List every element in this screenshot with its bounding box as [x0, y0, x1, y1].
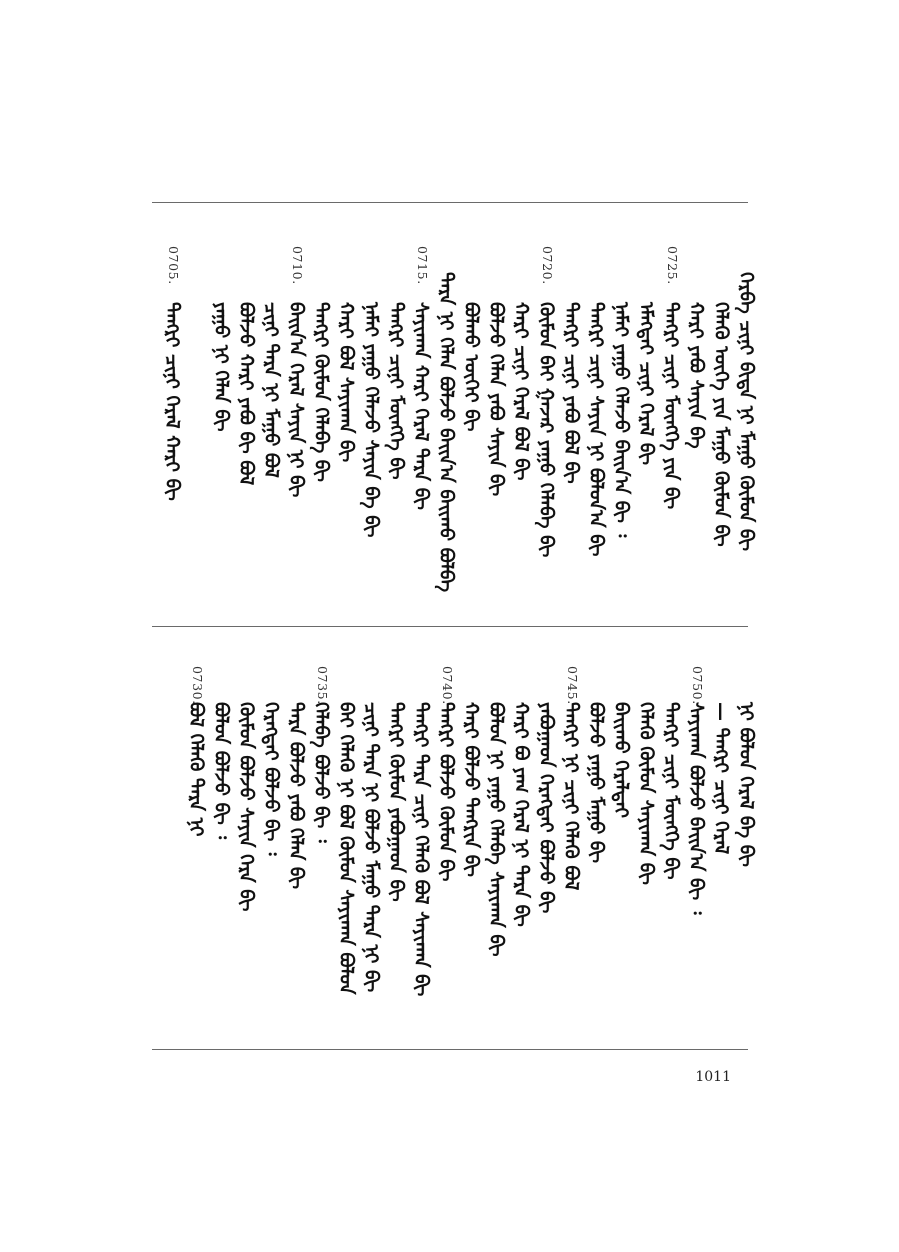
- page-number: 1011: [695, 1069, 731, 1085]
- text-line: ᠪᠣᠯᠤᠨ ᠨᠢ ᠶᠠᠭᠤ ᠬᠡᠯᠡᠪᠡ ᠰᠠᠶᠢᠬᠠᠨ ᠪᠢ: [485, 702, 507, 957]
- text-line: ᠪᠣᠯ ᠬᠡᠯᠡᠬᠦ ᠲᠡᠷᠡ ᠨᠢ: [185, 702, 207, 837]
- text-line: ᠲᠡᠩᠷᠢ ᠪᠣᠯᠵᠤ ᠬᠦᠮᠦᠨ ᠪᠢ: [435, 702, 457, 882]
- lower-text-block: [152, 634, 757, 1042]
- text-line: ᠬᠡᠯᠡᠪᠡ ᠪᠣᠯᠵᠤ ᠪᠢ ᠄: [310, 702, 332, 843]
- text-line: ᠶᠠᠪᠤᠭᠠᠳ ᠬᠡᠷᠡᠭᠲᠡᠢ ᠪᠣᠯᠵᠤ ᠪᠢ: [535, 702, 557, 914]
- text-line: ᠲᠡᠩᠷᠢ ᠴᠢᠨᠢ ᠮᠥᠩᠬᠡ ᠪᠢ: [660, 702, 682, 880]
- text-line: ᠲᠡᠷᠡ ᠪᠣᠯᠵᠤ ᠶᠠᠪᠤ ᠬᠡᠯᠡᠨ ᠪᠢ: [285, 702, 307, 890]
- line-number: 0745.: [565, 666, 580, 705]
- text-line: ᠨᠢ ᠪᠣᠯᠤᠨ ᠭᠡᠷᠡᠯ ᠪᠡ ᠪᠢ: [735, 702, 757, 867]
- text-line: ᠲᠡᠩᠷᠢ ᠬᠦᠮᠦᠨ ᠶᠠᠪᠤᠭᠠᠳ ᠪᠢ: [385, 702, 407, 902]
- upper-text-block: [152, 210, 757, 618]
- text-line: ᠡᠮᠡᠭᠲᠡᠢ ᠴᠢᠨᠢ ᠭᠡᠷᠡᠯ ᠪᠢ: [635, 302, 657, 466]
- line-number: 0735.: [315, 666, 330, 705]
- text-line: ᠲᠡᠩᠷᠢ ᠴᠢᠨᠢ ᠭᠡᠷᠡᠯ ᠬᠠᠷᠢ ᠪᠢ: [161, 302, 183, 501]
- line-number: 0730.: [190, 666, 205, 705]
- text-line: ᠬᠠᠷᠢ ᠪᠣ ᠶᠠᠭ ᠭᠡᠷᠡᠯ ᠨᠢ ᠲᠡᠷᠡ ᠪᠢ: [510, 702, 532, 927]
- text-line: ᠪᠣᠯᠵᠤ ᠬᠡᠯᠡᠨ ᠶᠠᠪᠤ ᠰᠠᠶᠢᠨ ᠪᠢ: [485, 302, 507, 497]
- text-line: ᠬᠠᠷᠢ ᠪᠣᠯ ᠰᠠᠶᠢᠬᠠᠨ ᠪᠢ: [335, 302, 357, 463]
- line-number: 0720.: [540, 246, 555, 285]
- text-line: ᠪᠠᠢ ᠬᠡᠯᠡᠬᠦ ᠨᠢ ᠪᠣᠯ ᠬᠦᠮᠦᠨ ᠰᠠᠶᠢᠬᠠᠨ ᠪᠣᠯᠤᠨ: [335, 702, 357, 995]
- text-line: ᠬᠠᠷᠢ ᠴᠢᠨᠢ ᠭᠡᠷᠡᠯ ᠪᠣᠯ ᠪᠢ: [510, 302, 532, 481]
- text-line: ᠬᠠᠷᠢ ᠶᠠᠪᠤ ᠰᠠᠶᠢᠨ ᠪᠡ: [685, 302, 707, 449]
- text-line: ᠰᠠᠶᠢᠬᠠᠨ ᠬᠠᠷᠢ ᠭᠡᠷᠡᠯ ᠲᠡᠷᠡ ᠪᠢ: [410, 302, 432, 510]
- text-line: ᠪᠣᠯᠵᠤ ᠬᠠᠷᠢ ᠶᠠᠪᠤ ᠪᠢ ᠪᠣᠯ: [235, 302, 257, 486]
- text-line: ᠲᠡᠷᠡ ᠨᠢ ᠬᠡᠯᠡᠨ ᠪᠣᠯᠵᠤ ᠪᠠᠢᠨ᠎ᠠ ᠪᠠᠢᠬᠤ ᠪᠣᠯᠪᠠ: [435, 272, 457, 593]
- line-number: 0715.: [415, 246, 430, 285]
- text-line: ᠲᠡᠩᠷᠢ ᠴᠢᠨᠢ ᠮᠥᠩᠬᠡ ᠶᠢᠨ ᠪᠢ: [660, 302, 682, 510]
- text-line: ᠬᠡᠯᠡᠬᠦ ᠬᠦᠮᠦᠨ ᠰᠠᠶᠢᠬᠠᠨ ᠪᠢ: [635, 702, 657, 885]
- text-line: ᠲᠡᠩᠷᠢ ᠲᠡᠷᠡ ᠴᠢᠨᠢ ᠬᠡᠯᠡᠬᠦ ᠪᠣᠯ ᠰᠠᠶᠢᠬᠠᠨ ᠪᠢ: [410, 702, 432, 997]
- text-line: ᠬᠦᠮᠦᠨ ᠪᠠᠢ ᠭᠠᠵᠠᠷ ᠶᠠᠭᠤ ᠬᠡᠯᠡᠪᠡ ᠪᠢ: [535, 302, 557, 558]
- text-line: ᠪᠠᠢᠨ᠎ᠠ ᠭᠡᠷᠡᠯ ᠰᠠᠶᠢᠨ ᠨᠢ ᠪᠢ: [285, 302, 307, 498]
- text-line: ᠪᠣᠯᠵᠤ ᠶᠠᠭᠤ ᠮᠠᠭᠤ ᠪᠢ: [585, 702, 607, 864]
- text-line: ᠪᠠᠢᠬᠤ ᠭᠡᠷᠡᠯᠲᠡᠢ: [610, 702, 632, 819]
- line-number: 0750.: [690, 666, 705, 705]
- text-line: ᠬᠡᠷᠪᠡ ᠴᠢᠨᠢ ᠪᠢᠳᠡ ᠨᠢ ᠮᠠᠭᠤ ᠬᠦᠮᠦᠨ ᠪᠢ: [735, 272, 757, 552]
- line-number: 0705.: [166, 246, 181, 285]
- text-line: ᠲᠡᠩᠷᠢ ᠴᠢᠨᠢ ᠮᠥᠩᠬᠡ ᠪᠢ: [385, 302, 407, 480]
- text-line: ᠶᠠᠭᠤ ᠨᠢ ᠬᠡᠯᠡᠨ ᠪᠢ: [210, 302, 232, 432]
- text-line: ᠬᠦᠮᠦᠨ ᠪᠣᠯᠵᠤ ᠰᠠᠶᠢᠨ ᠬᠡᠷᠡ ᠪᠢ: [235, 702, 257, 912]
- line-number: 0710.: [290, 246, 305, 285]
- text-line: ᠲᠡᠩᠷᠢ ᠴᠢᠨᠢ ᠶᠠᠪᠤ ᠪᠣᠯ ᠪᠢ: [560, 302, 582, 484]
- text-line: ᠨᠠᠮᠠᠢ ᠶᠠᠭᠤ ᠬᠡᠯᠡᠵᠦ ᠰᠠᠶᠢᠨ ᠪᠡ ᠪᠢ: [360, 302, 382, 538]
- text-line: ᠨᠠᠮᠠᠢ ᠶᠠᠭᠤ ᠬᠡᠯᠡᠵᠦ ᠪᠠᠢᠨ᠎ᠠ ᠪᠢ ᠄: [610, 302, 632, 538]
- text-line: ᠲᠡᠩᠷᠢ ᠨᠢ ᠴᠢᠨᠢ ᠬᠡᠯᠡᠬᠦ ᠪᠣᠯ: [560, 702, 582, 891]
- bottom-rule: [152, 1049, 748, 1050]
- text-line: ᠰᠠᠶᠢᠬᠠᠨ ᠪᠣᠯᠵᠤ ᠪᠠᠢᠨ᠎ᠠ ᠪᠢ ᠄: [685, 702, 707, 915]
- text-line: ᠲᠡᠩᠷᠢ ᠴᠢᠨᠢ ᠰᠠᠶᠢᠨ ᠨᠢ ᠪᠣᠯᠤᠨ᠎ᠠ ᠪᠢ: [585, 302, 607, 557]
- text-line: ᠲᠡᠩᠷᠢ ᠬᠦᠮᠦᠨ ᠬᠡᠯᠡᠪᠡ ᠪᠢ: [310, 302, 332, 482]
- text-line: ᠴᠢᠨᠢ ᠲᠡᠷᠡ ᠨᠢ ᠪᠣᠯᠵᠤ ᠮᠠᠭᠤ ᠲᠡᠷᠡ ᠨᠢ ᠪᠢ: [360, 702, 382, 993]
- text-line: ᠬᠡᠷᠡᠭᠲᠡᠢ ᠪᠣᠯᠵᠤ ᠪᠢ ᠄: [260, 702, 282, 856]
- line-number: 0740.: [440, 666, 455, 705]
- top-rule: [152, 202, 748, 203]
- text-line: ᠴᠢᠨᠢ ᠲᠡᠷᠡ ᠨᠢ ᠮᠠᠭᠤ ᠪᠣᠯ: [260, 302, 282, 478]
- text-line: ᠬᠠᠷᠢ ᠪᠣᠯᠵᠤ ᠲᠡᠩᠷᠢᠨ ᠪᠢ: [460, 702, 482, 877]
- text-line: ᠬᠡᠯᠡᠬᠦ ᠦᠭᠡ ᠶᠢᠨ ᠮᠠᠭᠤ ᠬᠦᠮᠦᠨ ᠪᠢ: [710, 302, 732, 547]
- middle-rule: [152, 626, 748, 627]
- text-line: — ᠲᠡᠩᠷᠢ ᠴᠢᠨᠢ ᠭᠡᠷᠡᠯ: [710, 702, 732, 855]
- text-line: ᠪᠣᠯᠬᠤ ᠦᠭᠡᠢ ᠪᠢ: [460, 302, 482, 432]
- line-number: 0725.: [665, 246, 680, 285]
- text-line: ᠪᠣᠯᠤᠨ ᠪᠣᠯᠵᠤ ᠪᠢ ᠄: [210, 702, 232, 840]
